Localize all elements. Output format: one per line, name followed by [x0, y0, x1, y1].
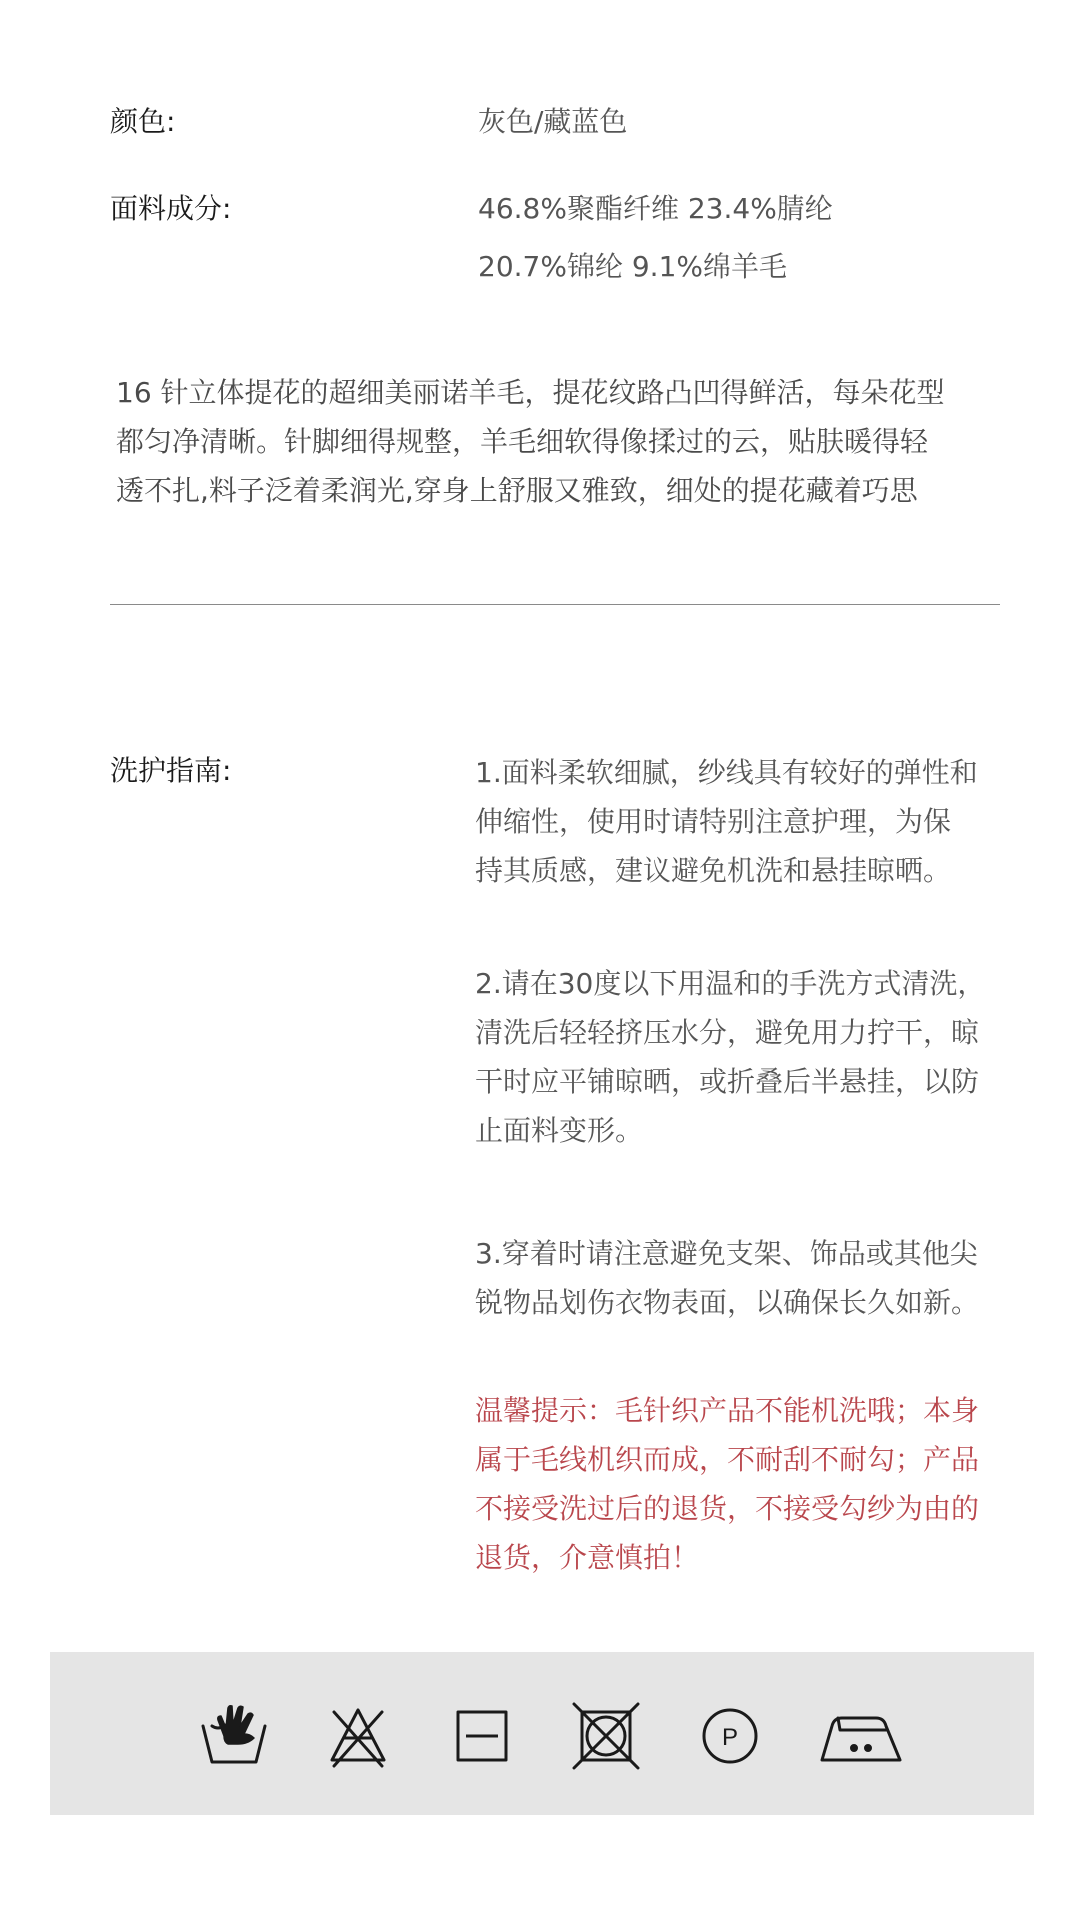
warm-tip-line: 退货，介意慎拍！	[475, 1541, 700, 1574]
professional-dry-clean-icon	[694, 1700, 766, 1772]
warm-tip	[475, 1386, 1035, 1582]
care-line: 伸缩性，使用时请特别注意护理，为保	[475, 805, 952, 838]
iron-medium-heat-icon	[816, 1700, 906, 1772]
do-not-tumble-dry-icon	[570, 1700, 642, 1772]
care-item-1	[475, 748, 1035, 895]
warm-tip-line: 温馨提示：毛针织产品不能机洗哦；本身	[475, 1394, 980, 1427]
color-value: 灰色/藏蓝色	[478, 105, 628, 138]
warm-tip-line: 不接受洗过后的退货，不接受勾纱为由的	[475, 1492, 980, 1525]
care-line: 2.请在30度以下用温和的手洗方式清洗，	[475, 967, 986, 1000]
care-line: 清洗后轻轻挤压水分，避免用力拧干，晾	[475, 1016, 980, 1049]
care-line: 止面料变形。	[475, 1114, 644, 1147]
care-guide-label: 洗护指南:	[110, 754, 232, 787]
fabric-line-1: 46.8%聚酯纤维 23.4%腈纶	[478, 192, 833, 225]
dry-clean-letter: P	[721, 1724, 739, 1751]
hand-wash-icon	[198, 1700, 270, 1772]
description-line: 都匀净清晰。针脚细得规整，羊毛细软得像揉过的云，贴肤暖得轻	[116, 425, 929, 458]
care-line: 1.面料柔软细腻，纱线具有较好的弹性和	[475, 756, 978, 789]
description-line: 透不扎,料子泛着柔润光,穿身上舒服又雅致，细处的提花藏着巧思	[116, 474, 918, 507]
do-not-bleach-icon	[322, 1700, 394, 1772]
description-line: 16 针立体提花的超细美丽诺羊毛，提花纹路凸凹得鲜活，每朵花型	[116, 376, 945, 409]
care-item-3	[475, 1229, 1035, 1327]
care-line: 3.穿着时请注意避免支架、饰品或其他尖	[475, 1237, 978, 1270]
care-item-2	[475, 959, 1035, 1155]
product-description	[116, 368, 1016, 515]
care-symbols-bar	[50, 1652, 1034, 1815]
warm-tip-line: 属于毛线机织而成，不耐刮不耐勾；产品	[475, 1443, 980, 1476]
color-label: 颜色:	[110, 105, 176, 138]
section-divider	[110, 604, 1000, 605]
care-line: 锐物品划伤衣物表面，以确保长久如新。	[475, 1286, 980, 1319]
dry-flat-icon	[446, 1700, 518, 1772]
care-line: 干时应平铺晾晒，或折叠后半悬挂，以防	[475, 1065, 980, 1098]
fabric-line-2: 20.7%锦纶 9.1%绵羊毛	[478, 250, 787, 283]
fabric-label: 面料成分:	[110, 192, 232, 225]
care-line: 持其质感，建议避免机洗和悬挂晾晒。	[475, 854, 952, 887]
